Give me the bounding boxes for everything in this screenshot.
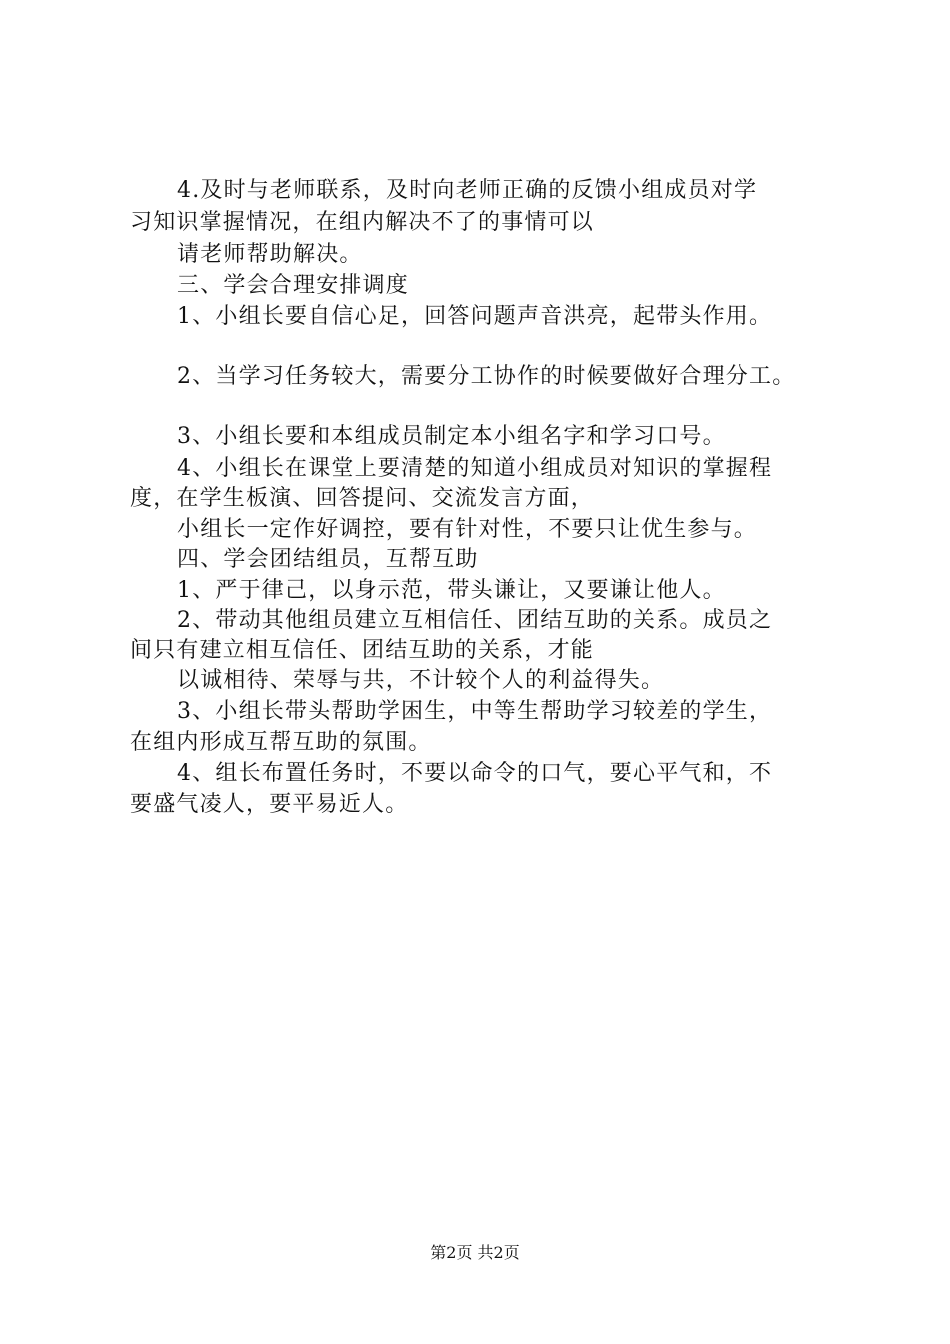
paragraph-line: 3、小组长要和本组成员制定本小组名字和学习口号。 (177, 424, 726, 449)
page-footer: 第2页 共2页 (430, 1243, 520, 1262)
paragraph-line: 4、小组长在课堂上要清楚的知道小组成员对知识的掌握程 (177, 456, 773, 481)
section-heading: 四、学会团结组员，互帮互助 (177, 547, 479, 572)
section-heading: 三、学会合理安排调度 (177, 273, 410, 298)
paragraph-line: 间只有建立相互信任、团结互助的关系，才能 (130, 638, 595, 663)
paragraph-line: 4.及时与老师联系，及时向老师正确的反馈小组成员对学 (177, 178, 758, 203)
paragraph-line: 2、带动其他组员建立互相信任、团结互助的关系。成员之 (177, 608, 773, 633)
paragraph-line: 请老师帮助解决。 (177, 242, 363, 267)
paragraph-line: 3、小组长带头帮助学困生，中等生帮助学习较差的学生， (177, 699, 773, 724)
paragraph-line: 要盛气凌人，要平易近人。 (130, 792, 409, 817)
paragraph-line: 4、组长布置任务时，不要以命令的口气，要心平气和，不 (177, 761, 773, 786)
paragraph-line: 以诚相待、荣辱与共，不计较个人的利益得失。 (177, 668, 665, 693)
paragraph-line: 1、严于律己，以身示范，带头谦让，又要谦让他人。 (177, 578, 726, 603)
paragraph-line: 度，在学生板演、回答提问、交流发言方面， (130, 486, 595, 511)
paragraph-line: 2、当学习任务较大，需要分工协作的时候要做好合理分工。 (177, 364, 796, 389)
paragraph-line: 在组内形成互帮互助的氛围。 (130, 730, 432, 755)
paragraph-line: 小组长一定作好调控，要有针对性，不要只让优生参与。 (177, 517, 758, 542)
paragraph-line: 1、小组长要自信心足，回答问题声音洪亮，起带头作用。 (177, 304, 773, 329)
paragraph-line: 习知识掌握情况，在组内解决不了的事情可以 (130, 210, 595, 235)
